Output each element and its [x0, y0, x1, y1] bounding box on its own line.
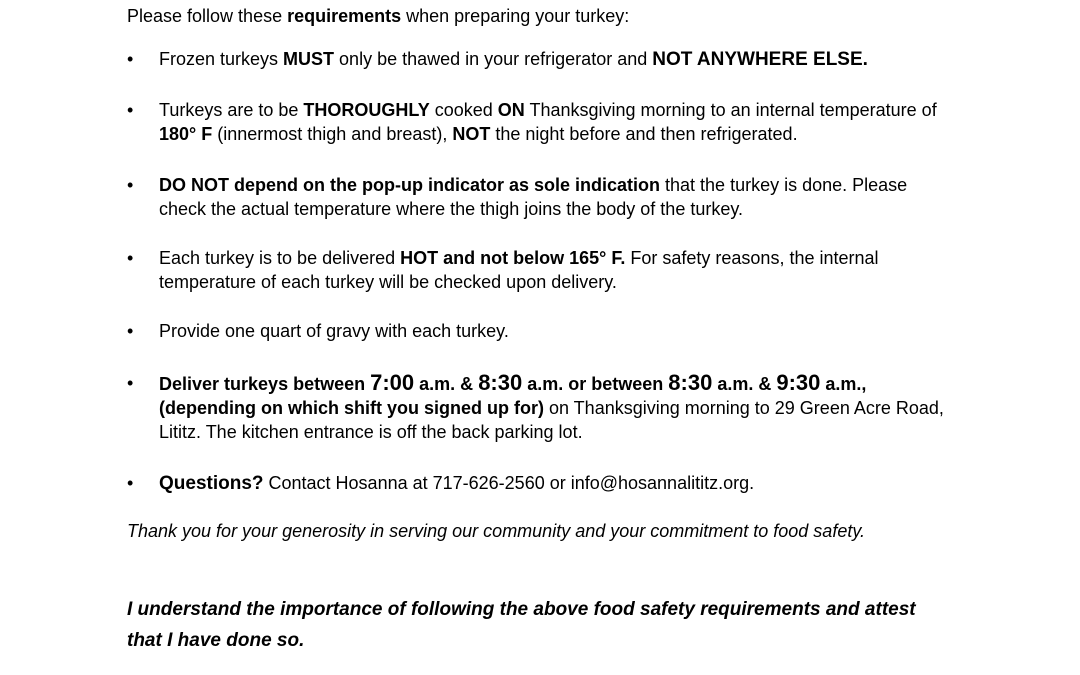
- bullet-icon: •: [127, 473, 134, 493]
- item-text: only be thawed in your refrigerator and: [334, 49, 653, 69]
- list-item: [127, 471, 959, 496]
- item-text: For safety reasons, the internal temperature of each turkey will be checked upon delivery.: [159, 248, 879, 292]
- item-bold-text: a.m. &: [414, 374, 479, 394]
- item-text: that the turkey is done. Please check the actual temperature where the thigh joins the body of the turkey.: [159, 175, 908, 219]
- item-bold-text: a.m. or between: [522, 374, 669, 394]
- item-bold-text: a.m. &: [712, 374, 777, 394]
- item-bold-text: 180° F: [159, 124, 213, 144]
- item-text: the night before and then refrigerated.: [490, 124, 798, 144]
- intro-line: [127, 4, 629, 28]
- item-text: Turkeys are to be: [159, 100, 304, 120]
- item-bold-text: Questions?: [159, 473, 264, 494]
- intro-text-pre: Please follow these: [127, 6, 288, 26]
- item-bold-text: NOT: [452, 124, 491, 144]
- list-item: [127, 47, 959, 72]
- item-bold-text: THOROUGHLY: [303, 100, 430, 120]
- bullet-icon: •: [127, 175, 134, 195]
- list-item: [127, 98, 959, 146]
- item-text: (innermost thigh and breast),: [212, 124, 453, 144]
- item-bold-text: DO NOT depend on the pop-up indicator as sole indication: [159, 175, 661, 195]
- item-text: cooked: [429, 100, 498, 120]
- delivery-time: 7:00: [370, 370, 415, 395]
- item-bold-text: a.m., (depending on which shift you signed up for): [159, 374, 867, 418]
- item-bold-text: MUST: [283, 49, 335, 69]
- list-item: [127, 246, 959, 294]
- item-text: Contact Hosanna at 717-626-2560 or info@hosannalititz.org.: [263, 473, 755, 493]
- delivery-time: 8:30: [478, 370, 523, 395]
- list-item: [127, 319, 959, 343]
- item-text: Thanksgiving morning to an internal temperature of: [524, 100, 937, 120]
- intro-text-post: when preparing your turkey:: [401, 6, 630, 26]
- delivery-time: 9:30: [776, 370, 821, 395]
- delivery-time: 8:30: [668, 370, 713, 395]
- item-text: Provide one quart of gravy with each turkey.: [159, 321, 509, 341]
- item-text: on Thanksgiving morning to 29 Green Acre Road, Lititz. The kitchen entrance is off the back parking lot.: [159, 398, 944, 442]
- bullet-icon: •: [127, 373, 134, 393]
- attestation-statement: I understand the importance of following the above food safety requirements and attest that I have done so.: [127, 599, 916, 651]
- list-item: [127, 370, 959, 444]
- item-bold-text: HOT and not below 165° F.: [400, 248, 626, 268]
- item-text: Frozen turkeys: [159, 49, 284, 69]
- bullet-icon: •: [127, 100, 134, 120]
- list-item: [127, 173, 959, 221]
- item-text: Each turkey is to be delivered: [159, 248, 401, 268]
- item-bold-text: ON: [497, 100, 525, 120]
- bullet-icon: •: [127, 321, 134, 341]
- bullet-icon: •: [127, 49, 134, 69]
- item-bold-text: NOT ANYWHERE ELSE.: [652, 49, 868, 70]
- item-bold-text: Deliver turkeys between: [159, 374, 371, 394]
- intro-text-bold: requirements: [287, 6, 402, 26]
- thank-you-note: Thank you for your generosity in serving our community and your commitment to food safety.: [127, 521, 865, 541]
- bullet-icon: •: [127, 248, 134, 268]
